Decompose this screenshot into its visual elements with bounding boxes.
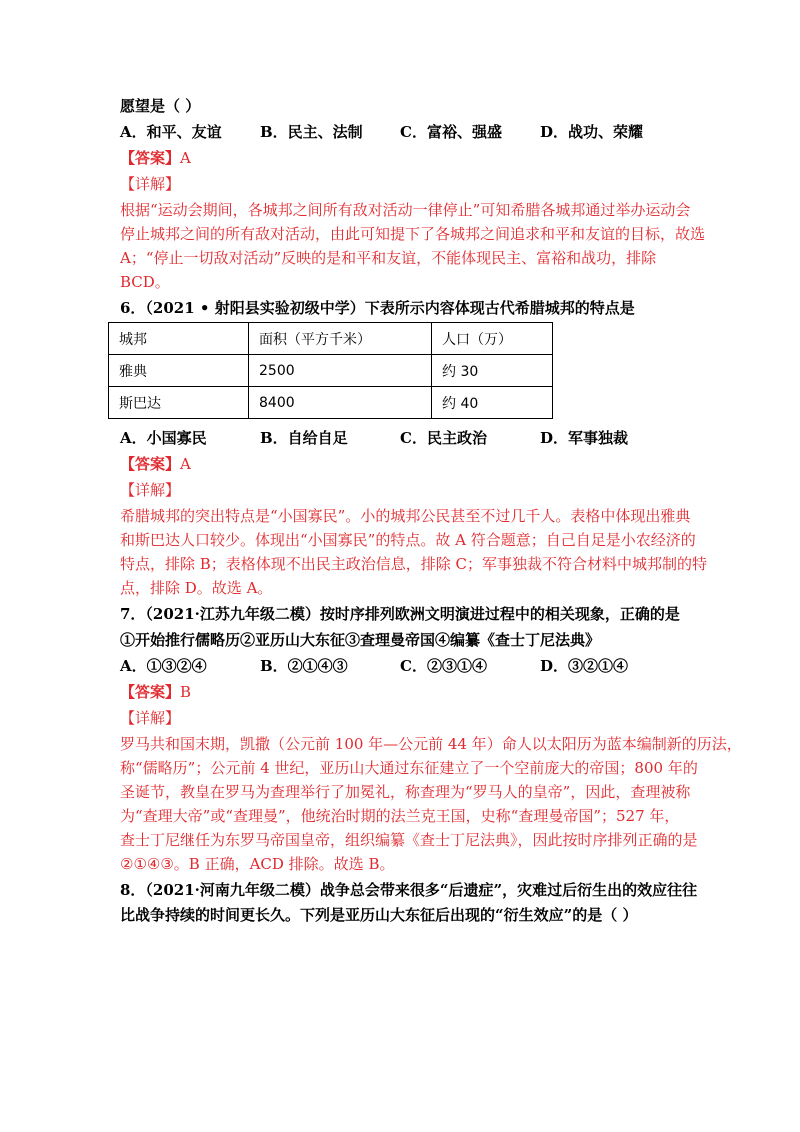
q6-answer-tag: 【答案】 — [120, 455, 181, 473]
q7-stem: 7．（2021·江苏九年级二模）按时序排列欧洲文明演进过程中的相关现象，正确的是 — [120, 605, 680, 623]
q7-answer-line — [120, 682, 191, 702]
q5-detail-tag: 【详解】 — [120, 175, 181, 193]
q5-explanation-line: 根据“运动会期间，各城邦之间所有敌对活动一律停止”可知希腊各城邦通过举办运动会 — [120, 201, 691, 219]
q7-explanation-line: 圣诞节，教皇在罗马为查理举行了加冕礼，称查理为“罗马人的皇帝”，因此，查理被称 — [120, 783, 691, 801]
q7-answer-tag: 【答案】 — [120, 683, 181, 701]
q7-option-d: D．③②①④ — [540, 657, 629, 675]
q5-option-c: C．富裕、强盛 — [400, 123, 502, 141]
q7-detail-tag: 【详解】 — [120, 709, 181, 727]
q7-explanation-line: ②①④③。B 正确，ACD 排除。故选 B。 — [120, 855, 395, 873]
q5-answer: A — [180, 149, 191, 167]
table-header-row — [109, 323, 553, 355]
q6-answer-line — [120, 454, 191, 474]
table-cell: 约 30 — [432, 355, 553, 387]
table-cell: 雅典 — [109, 355, 249, 387]
q6-option-b: B．自给自足 — [260, 429, 348, 447]
city-state-table — [108, 322, 553, 419]
table-cell: 2500 — [249, 355, 432, 387]
q5-stem-end: 愿望是（ ） — [120, 97, 201, 115]
q6-explanation-line: 特点，排除 B；表格体现不出民主政治信息，排除 C；军事独裁不符合材料中城邦制的特 — [120, 555, 708, 573]
table-header-cell: 人口（万） — [432, 323, 553, 355]
q5-answer-line — [120, 148, 191, 168]
q7-explanation-line: 查士丁尼继任为东罗马帝国皇帝，组织编纂《查士丁尼法典》，因此按时序排列正确的是 — [120, 831, 698, 849]
table-header-cell: 面积（平方千米） — [249, 323, 432, 355]
q6-explanation-line: 希腊城邦的突出特点是“小国寡民”。小的城邦公民甚至不过几千人。表格中体现出雅典 — [120, 507, 691, 525]
q6-option-a: A．小国寡民 — [120, 429, 207, 447]
q7-items: ①开始推行儒略历②亚历山大东征③查理曼帝国④编纂《查士丁尼法典》 — [120, 631, 601, 649]
table-header-cell: 城邦 — [109, 323, 249, 355]
q5-option-d: D．战功、荣耀 — [540, 123, 644, 141]
table-cell: 8400 — [249, 387, 432, 419]
q8-stem-line: 8．（2021·河南九年级二模）战争总会带来很多“后遗症”，灾难过后衍生出的效应往往 — [120, 881, 698, 899]
q7-explanation-line: 称“儒略历”；公元前 4 世纪，亚历山大通过东征建立了一个空前庞大的帝国；800 年的 — [120, 759, 698, 777]
q6-explanation-line: 点，排除 D。故选 A。 — [120, 579, 273, 597]
q7-option-a: A．①③②④ — [120, 657, 207, 675]
q5-explanation-line: A；“停止一切敌对活动”反映的是和平和友谊，不能体现民主、富裕和战功，排除 — [120, 249, 657, 267]
q6-stem: 6．（2021 • 射阳县实验初级中学）下表所示内容体现古代希腊城邦的特点是 — [120, 299, 635, 317]
q6-option-d: D．军事独裁 — [540, 429, 629, 447]
q7-answer: B — [180, 683, 192, 701]
q8-stem-line: 比战争持续的时间更长久。下列是亚历山大东征后出现的“衍生效应”的是（ ） — [120, 906, 638, 924]
q5-explanation-line: BCD。 — [120, 273, 170, 291]
table-row — [109, 387, 553, 419]
q6-answer: A — [180, 455, 191, 473]
table-row — [109, 355, 553, 387]
q7-explanation-line: 为“查理大帝”或“查理曼”，他统治时期的法兰克王国，史称“查理曼帝国”；527 年， — [120, 807, 680, 825]
q5-explanation-line: 停止城邦之间的所有敌对活动，由此可知提下了各城邦之间追求和平和友谊的目标，故选 — [120, 225, 706, 243]
q6-detail-tag: 【详解】 — [120, 481, 181, 499]
q5-option-b: B．民主、法制 — [260, 123, 363, 141]
q6-option-c: C．民主政治 — [400, 429, 487, 447]
q7-option-c: C．②③①④ — [400, 657, 487, 675]
q5-option-a: A．和平、友谊 — [120, 123, 222, 141]
table-cell: 斯巴达 — [109, 387, 249, 419]
table-cell: 约 40 — [432, 387, 553, 419]
q7-option-b: B．②①④③ — [260, 657, 348, 675]
q5-answer-tag: 【答案】 — [120, 149, 181, 167]
q6-explanation-line: 和斯巴达人口较少。体现出“小国寡民”的特点。故 A 符合题意；自己自足是小农经济的 — [120, 531, 696, 549]
q7-explanation-line: 罗马共和国末期，凯撒（公元前 100 年—公元前 44 年）命人以太阳历为蓝本编制新的历法， — [120, 735, 742, 753]
